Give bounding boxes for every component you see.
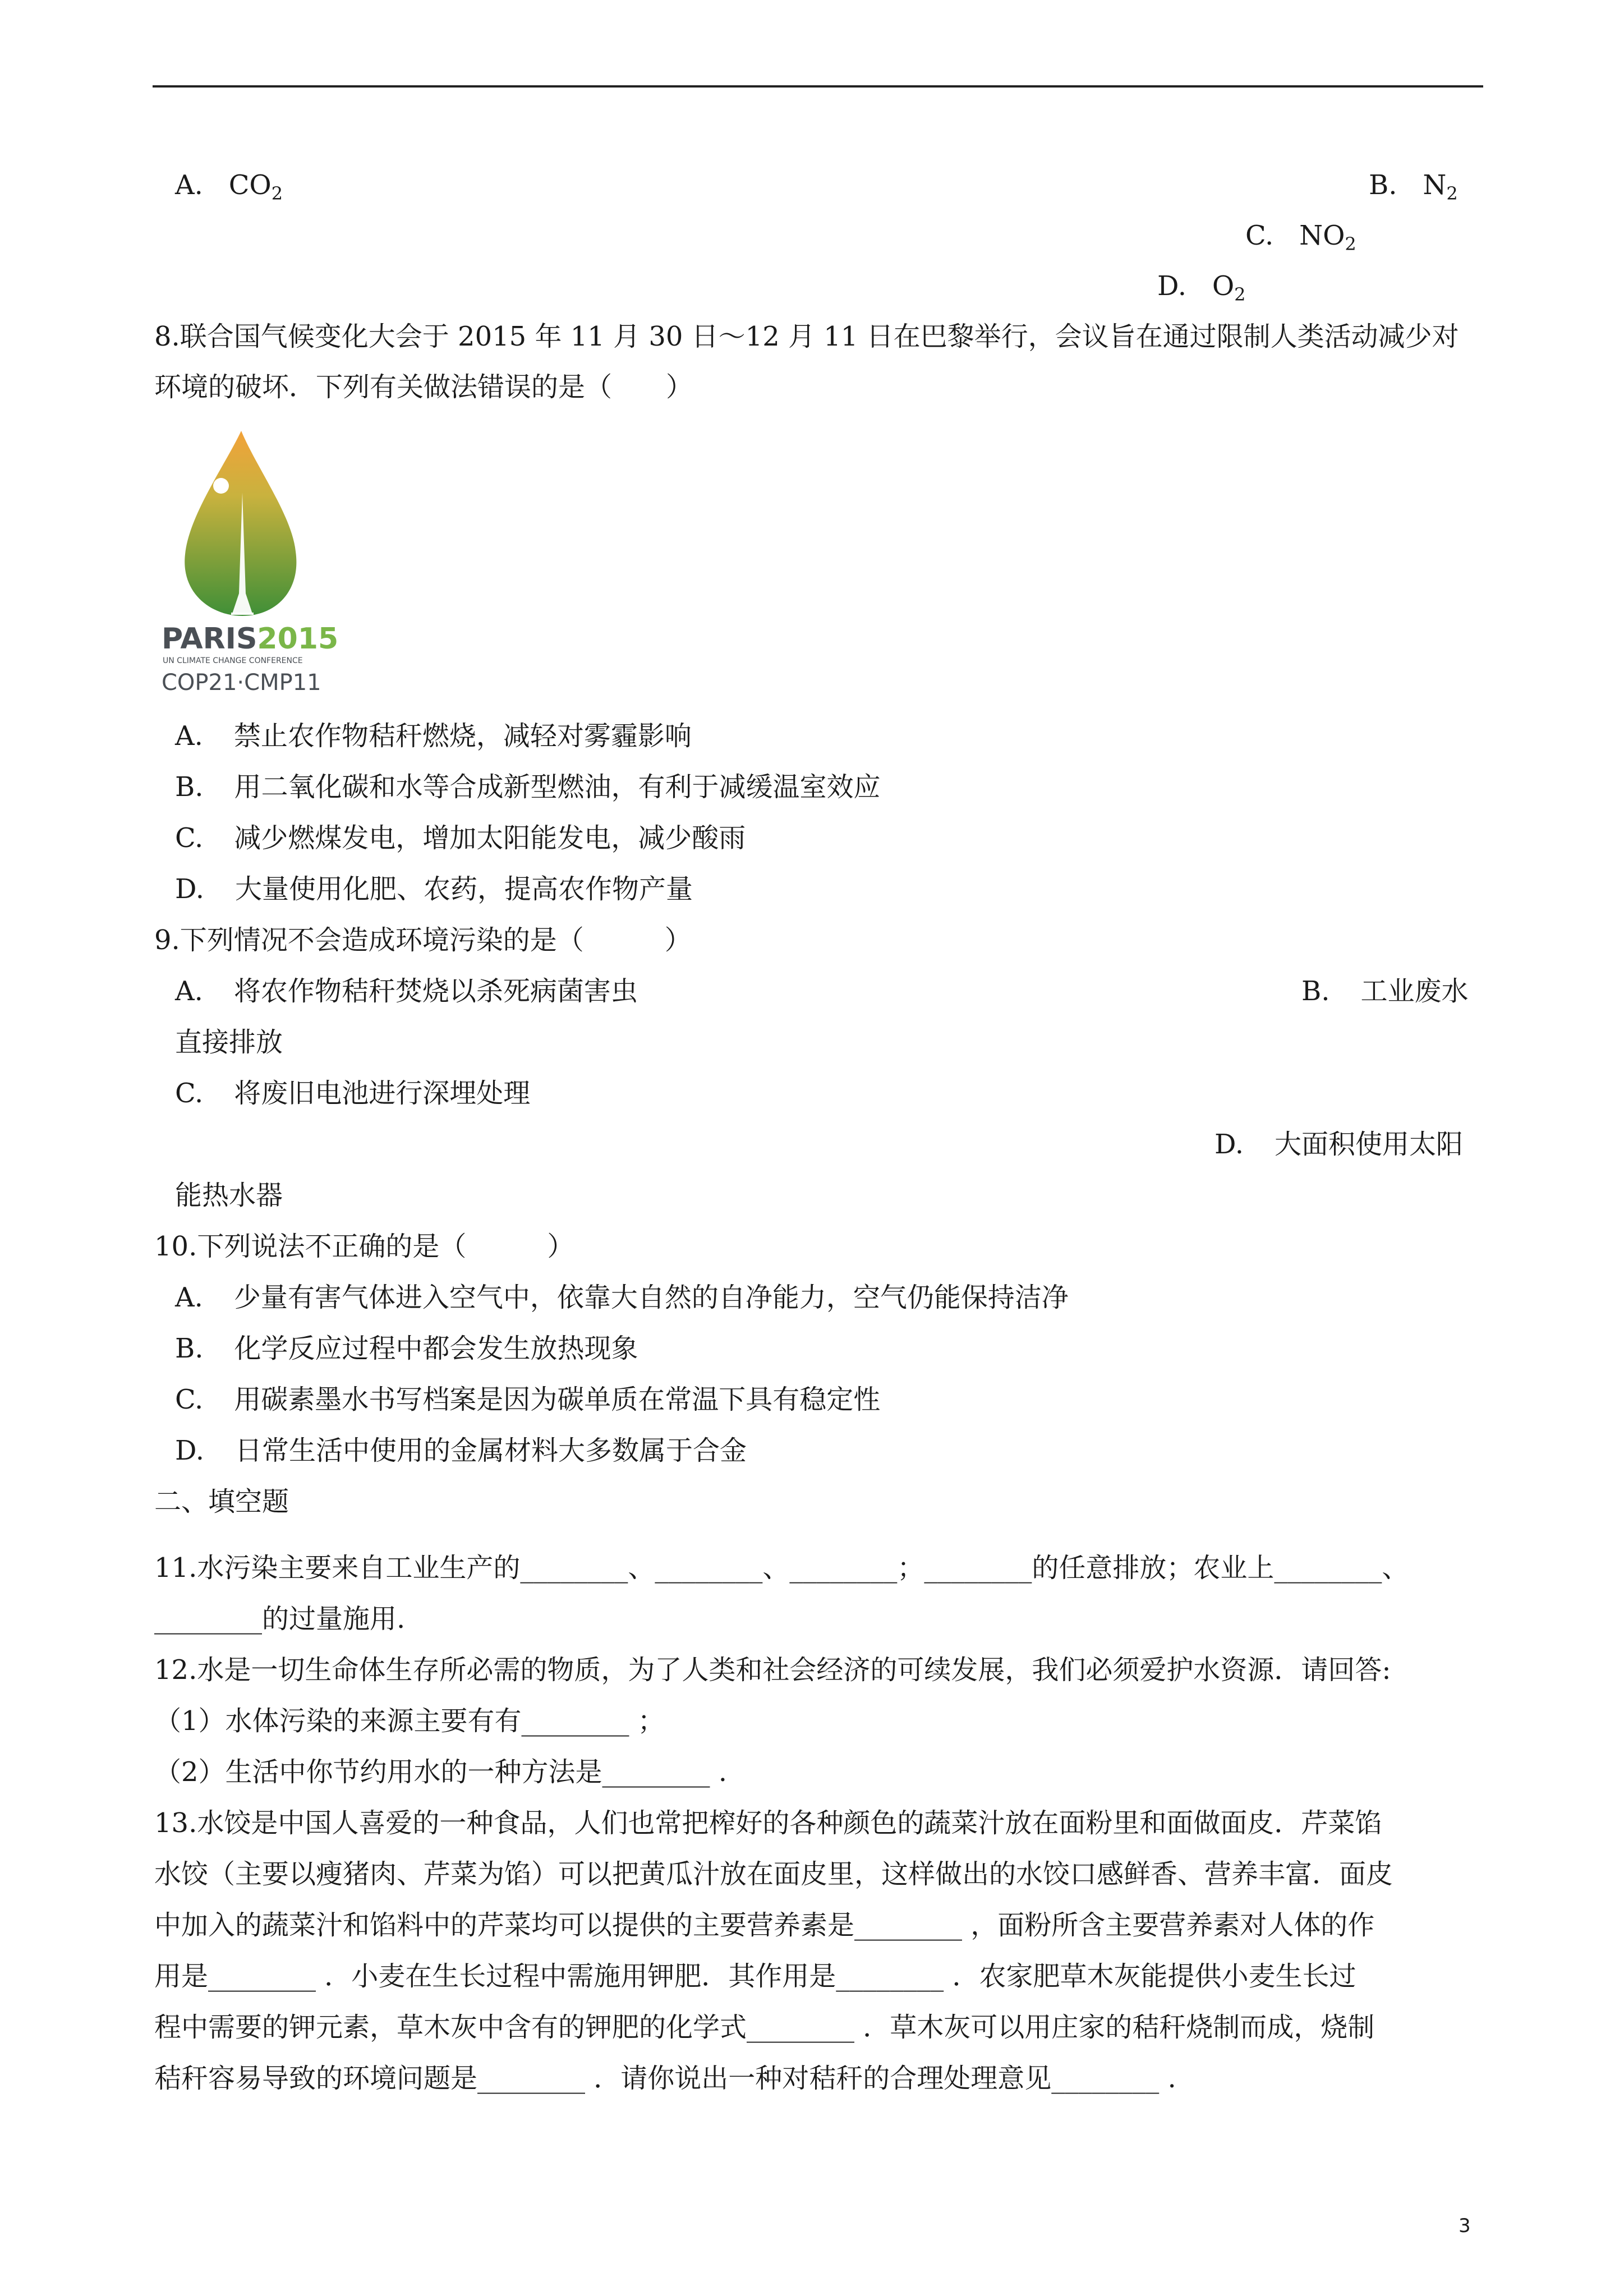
q13-line6: 秸秆容易导致的环境问题是________ ．请你说出一种对秸秆的合理处理意见________ . bbox=[154, 2063, 1176, 2094]
q7-option-d bbox=[1157, 269, 1246, 303]
q7-option-b bbox=[1369, 168, 1458, 202]
section-heading: 二、填空题 bbox=[154, 1486, 289, 1517]
q13-line1: 13.水饺是中国人喜爱的一种食品，人们也常把榨好的各种颜色的蔬菜汁放在面粉里和面做面皮．芹菜馅 bbox=[154, 1807, 1382, 1839]
option-text: 日常生活中使用的金属材料大多数属于合金 bbox=[235, 1435, 747, 1466]
option-text: 化学反应过程中都会发生放热现象 bbox=[234, 1333, 638, 1364]
q11-line1: 11.水污染主要来自工业生产的________、________、________；________的任意排放；农业上________、 bbox=[154, 1552, 1409, 1584]
q13-line3: 中加入的蔬菜汁和馅料中的芹菜均可以提供的主要营养素是________ ，面粉所含主要营养素对人体的作 bbox=[154, 1910, 1375, 1941]
q8-stem-line1: 8.联合国气候变化大会于 2015 年 11 月 30 日～12 月 11 日在巴黎举行，会议旨在通过限制人类活动减少对 bbox=[154, 321, 1459, 352]
page-number: 3 bbox=[1459, 2215, 1471, 2237]
option-label: D. bbox=[1157, 270, 1187, 302]
leaf-eiffel-icon bbox=[158, 425, 339, 700]
q9-stem: 9.下列情况不会造成环境污染的是（ ） bbox=[154, 924, 692, 956]
subscript: 2 bbox=[1446, 183, 1458, 204]
q8-option-b bbox=[175, 770, 881, 804]
q13-line2: 水饺（主要以瘦猪肉、芹菜为馅）可以把黄瓜汁放在面皮里，这样做出的水饺口感鲜香、营养丰富．面皮 bbox=[154, 1858, 1393, 1890]
q12-line3: （2）生活中你节约用水的一种方法是________ . bbox=[154, 1756, 728, 1788]
subscript: 2 bbox=[271, 183, 283, 204]
q11-line2: ________的过量施用. bbox=[154, 1603, 406, 1635]
q13-line5: 程中需要的钾元素，草木灰中含有的钾肥的化学式________ ．草木灰可以用庄家的秸秆烧制而成，烧制 bbox=[154, 2012, 1375, 2043]
q10-option-a bbox=[175, 1281, 1069, 1314]
logo-title: PARIS2015 bbox=[162, 622, 339, 656]
q8-option-d bbox=[175, 872, 693, 906]
option-label: A. bbox=[175, 976, 203, 1007]
option-text: 大量使用化肥、农药，提高农作物产量 bbox=[235, 873, 693, 905]
option-label: B. bbox=[1369, 169, 1397, 201]
option-text: 用碳素墨水书写档案是因为碳单质在常温下具有稳定性 bbox=[234, 1384, 881, 1415]
option-label: C. bbox=[175, 1384, 204, 1415]
q10-option-c bbox=[175, 1383, 880, 1416]
option-text: 用二氧化碳和水等合成新型燃油，有利于减缓温室效应 bbox=[234, 771, 881, 803]
option-label: B. bbox=[1301, 976, 1330, 1007]
option-label: B. bbox=[175, 771, 204, 803]
paris2015-logo bbox=[158, 425, 339, 700]
option-text: 少量有害气体进入空气中，依靠大自然的自净能力，空气仍能保持洁净 bbox=[233, 1282, 1069, 1313]
logo-subtitle: UN CLIMATE CHANGE CONFERENCE bbox=[163, 656, 303, 665]
q10-option-d bbox=[175, 1434, 747, 1467]
option-text: 大面积使用太阳 bbox=[1275, 1129, 1464, 1160]
q7-option-c bbox=[1245, 219, 1356, 255]
option-text: 工业废水 bbox=[1360, 976, 1469, 1007]
q9-option-b bbox=[1301, 974, 1469, 1008]
option-label: B. bbox=[175, 1333, 204, 1364]
option-text: 将废旧电池进行深埋处理 bbox=[234, 1078, 531, 1109]
option-label: D. bbox=[1214, 1129, 1244, 1160]
q9-option-d bbox=[1214, 1128, 1463, 1161]
subscript: 2 bbox=[1345, 233, 1356, 255]
option-text: O bbox=[1212, 270, 1235, 302]
q13-line4: 用是________ ．小麦在生长过程中需施用钾肥．其作用是________ ．农家肥草木灰能提供小麦生长过 bbox=[154, 1961, 1356, 1992]
option-label: A. bbox=[175, 169, 203, 201]
option-text: 减少燃煤发电，增加太阳能发电，减少酸雨 bbox=[234, 822, 746, 854]
option-text: CO bbox=[228, 169, 272, 201]
q8-stem-line2: 环境的破坏．下列有关做法错误的是（ ） bbox=[154, 371, 693, 403]
q12-line2: （1）水体污染的来源主要有有________ ； bbox=[154, 1705, 665, 1737]
option-label: C. bbox=[175, 822, 204, 854]
q8-option-a bbox=[175, 719, 692, 753]
q10-option-b bbox=[175, 1332, 638, 1365]
q10-stem: 10.下列说法不正确的是（ ） bbox=[154, 1231, 574, 1262]
option-label: C. bbox=[175, 1078, 204, 1109]
q7-option-a bbox=[175, 168, 283, 202]
option-label: A. bbox=[175, 720, 203, 752]
option-text: 将农作物秸秆焚烧以杀死病菌害虫 bbox=[233, 976, 638, 1007]
q8-option-c bbox=[175, 821, 746, 855]
option-text: NO bbox=[1299, 220, 1345, 251]
option-text: 禁止农作物秸秆燃烧，减轻对雾霾影响 bbox=[233, 720, 692, 752]
option-label: C. bbox=[1245, 220, 1274, 251]
q9-option-b-continued: 直接排放 bbox=[175, 1027, 283, 1058]
subscript: 2 bbox=[1234, 284, 1246, 305]
option-label: D. bbox=[175, 873, 205, 905]
q9-option-c bbox=[175, 1076, 530, 1110]
option-label: D. bbox=[175, 1435, 205, 1466]
q9-option-a bbox=[175, 974, 638, 1008]
header-rule bbox=[153, 85, 1483, 88]
q9-option-d-continued: 能热水器 bbox=[175, 1180, 283, 1211]
option-label: A. bbox=[175, 1282, 203, 1313]
logo-code: COP21·CMP11 bbox=[162, 670, 321, 696]
option-text: N bbox=[1423, 169, 1447, 201]
q12-line1: 12.水是一切生命体生存所必需的物质，为了人类和社会经济的可续发展，我们必须爱护水资源．请回答: bbox=[154, 1654, 1391, 1686]
